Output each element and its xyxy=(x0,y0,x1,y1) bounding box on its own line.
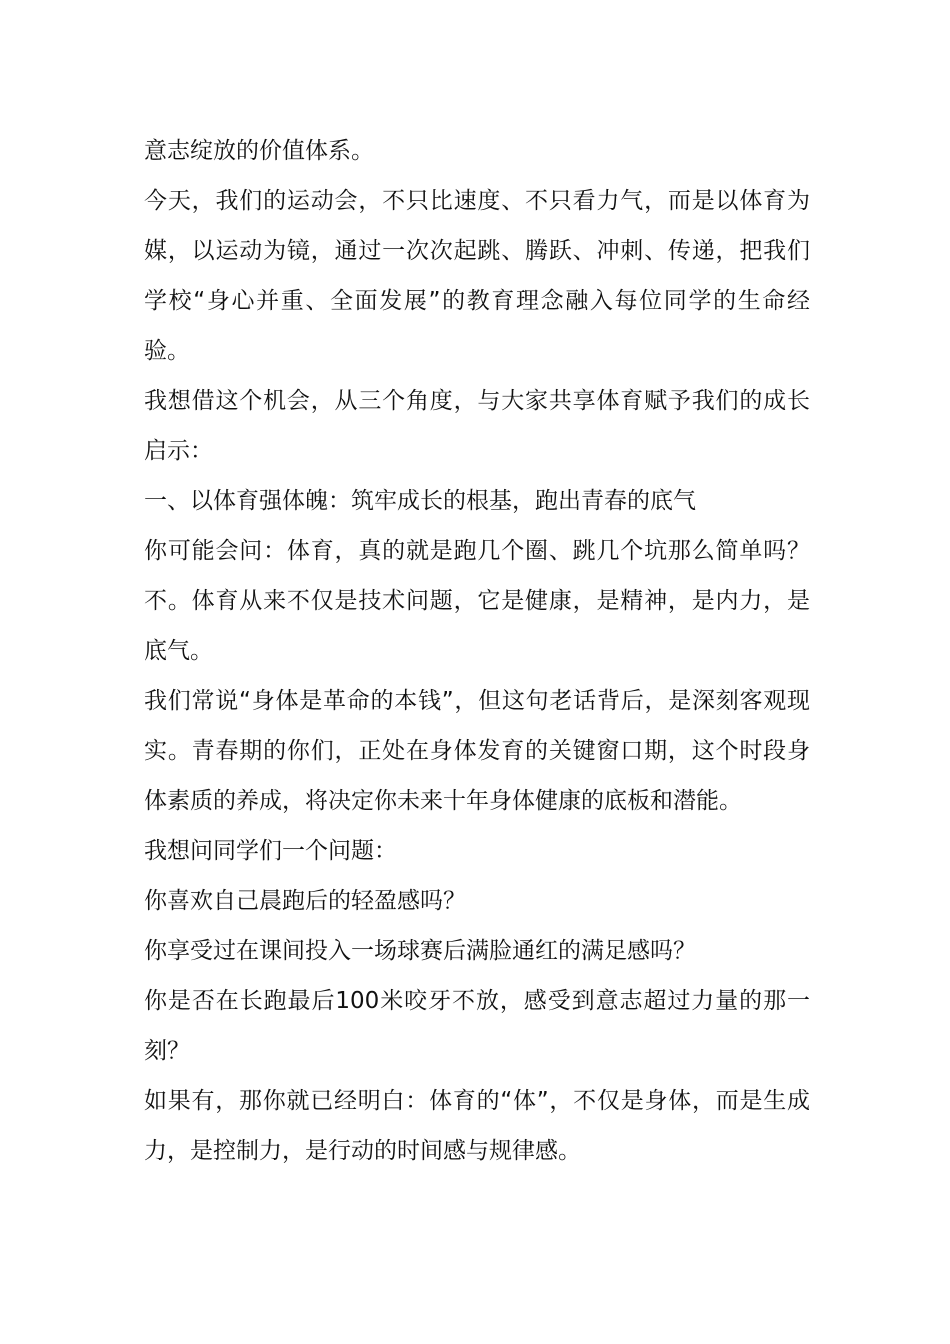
paragraph-morning-run: 你喜欢自己晨跑后的轻盈感吗？ xyxy=(144,888,466,914)
paragraph-body-capital: 我们常说“身体是革命的本钱”，但这句老话背后，是深刻客观现实。青春期的你们，正处在身体发育的关键窗口期，这个时段身体素质的养成，将决定你未来十年身体健康的底板和潜能。 xyxy=(144,688,810,814)
section-heading-one: 一、以体育强体魄：筑牢成长的根基，跑出青春的底气 xyxy=(144,488,696,514)
paragraph-sports-meet: 今天，我们的运动会，不只比速度、不只看力气，而是以体育为媒，以运动为镜，通过一次次起跳、腾跃、冲刺、传递，把我们学校“身心并重、全面发展”的教育理念融入每位同学的生命经验。 xyxy=(144,188,810,364)
paragraph-long-run: 你是否在长跑最后100米咬牙不放，感受到意志超过力量的那一刻？ xyxy=(144,988,810,1064)
paragraph-three-perspectives: 我想借这个机会，从三个角度，与大家共享体育赋予我们的成长启示： xyxy=(144,388,810,464)
paragraph-conclusion: 如果有，那你就已经明白：体育的“体”，不仅是身体，而是生成力，是控制力，是行动的时间感与规律感。 xyxy=(144,1088,810,1164)
paragraph-question-sports: 你可能会问：体育，真的就是跑几个圈、跳几个坑那么简单吗？不。体育从来不仅是技术问题，它是健康，是精神，是内力，是底气。 xyxy=(144,538,810,664)
paragraph-continuation: 意志绽放的价值体系。 xyxy=(144,138,374,164)
paragraph-ball-game: 你享受过在课间投入一场球赛后满脸通红的满足感吗？ xyxy=(144,938,696,964)
paragraph-ask-question: 我想问同学们一个问题： xyxy=(144,838,397,864)
document-body xyxy=(144,126,810,1176)
